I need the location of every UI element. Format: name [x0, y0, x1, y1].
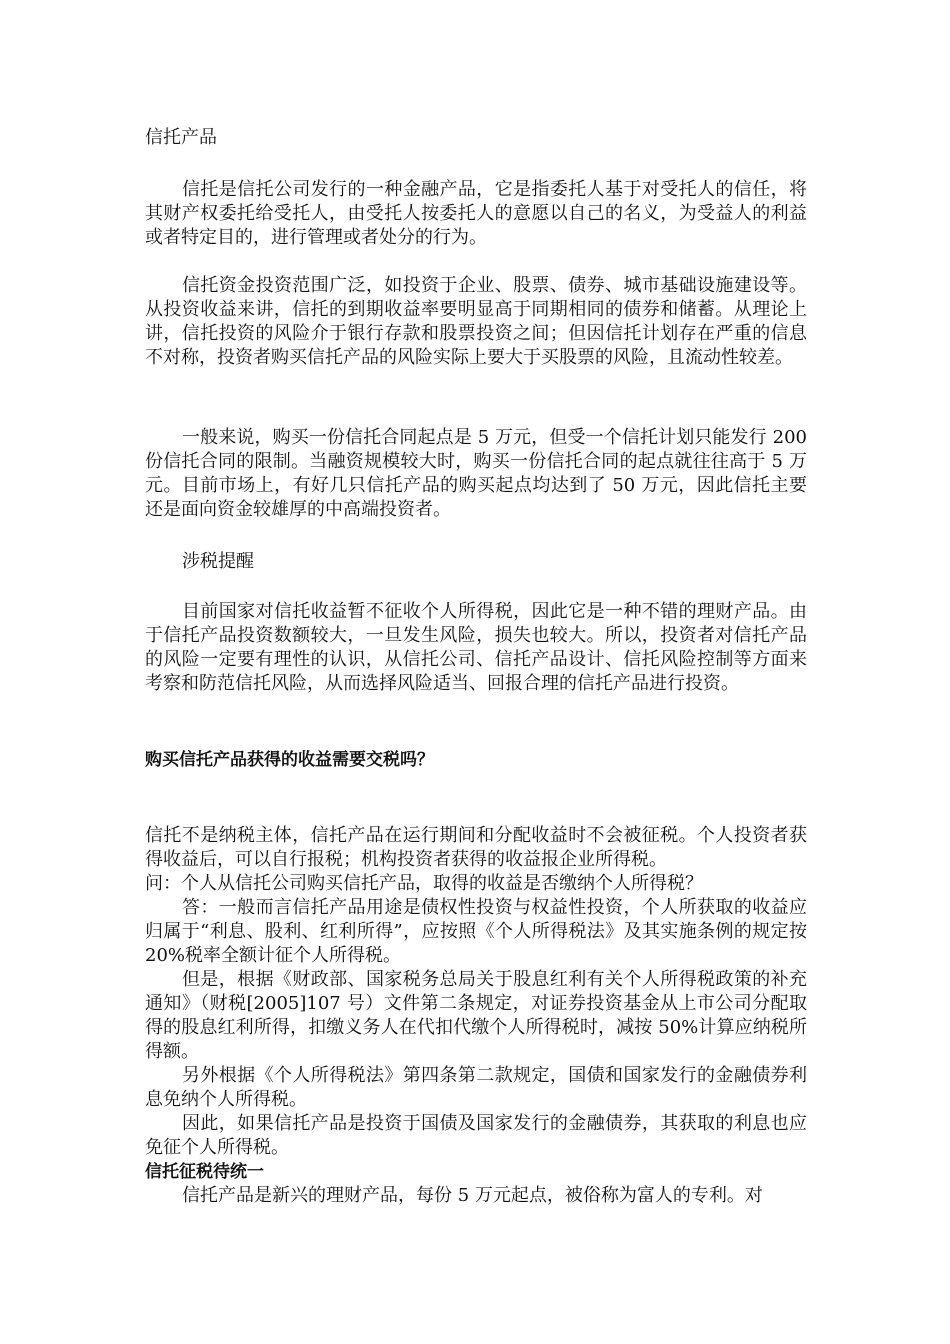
qa-section	[145, 824, 807, 1208]
paragraph-tax-reminder	[145, 600, 807, 696]
title-text: 信托产品	[145, 127, 217, 148]
question-heading	[145, 748, 807, 772]
section-heading: 信托征税待统一	[145, 1162, 264, 1182]
qa-answer: 答：一般而言信托产品用途是债权性投资与权益性投资，个人所获取的收益应归属于“利息、股利、红利所得”，应按照《个人所得税法》及其实施条例的规定按 20%税率全额计征个人所得税。	[145, 897, 807, 966]
paragraph-definition	[145, 178, 807, 250]
qa-paragraph: 因此，如果信托产品是投资于国债及国家发行的金融债券，其获取的利息也应免征个人所得税。	[145, 1113, 807, 1158]
paragraph-text: 信托是信托公司发行的一种金融产品，它是指委托人基于对受托人的信任，将其财产权委托给受托人，由受托人按委托人的意愿以自己的名义，为受益人的利益或者特定目的，进行管理或者处分的行为。	[145, 179, 807, 248]
question-heading-text: 购买信托产品获得的收益需要交税吗？	[145, 750, 434, 770]
paragraph-purchase-threshold	[145, 426, 807, 522]
answer-intro: 信托不是纳税主体，信托产品在运行期间和分配收益时不会被征税。个人投资者获得收益后，可以自行报税；机构投资者获得的收益报企业所得税。	[145, 825, 807, 870]
paragraph-text: 目前国家对信托收益暂不征收个人所得税，因此它是一种不错的理财产品。由于信托产品投资数额较大，一旦发生风险，损失也较大。所以，投资者对信托产品的风险一定要有理性的认识，从信托公司、信托产品设计、信托风险控制等方面来考察和防范信托风险，从而选择风险适当、回报合理的信托产品进行投资。	[145, 601, 807, 694]
subheading-text: 涉税提醒	[182, 551, 254, 572]
qa-question: 问：个人从信托公司购买信托产品，取得的收益是否缴纳个人所得税？	[145, 873, 703, 894]
subheading-tax-reminder	[145, 550, 807, 574]
paragraph-investment-scope	[145, 274, 807, 370]
qa-paragraph: 但是，根据《财政部、国家税务总局关于股息红利有关个人所得税政策的补充通知》（财税[2005]107 号）文件第二条规定，对证券投资基金从上市公司分配取得的股息红利所得，扣缴义务人在代扣代缴个人所得税时，减按 50%计算应纳税所得额。	[145, 969, 807, 1062]
document-title	[145, 126, 807, 150]
paragraph-text: 一般来说，购买一份信托合同起点是 5 万元，但受一个信托计划只能发行 200 份信托合同的限制。当融资规模较大时，购买一份信托合同的起点就往往高于 5 万元。目前市场上，有好几只信托产品的购买起点均达到了 50 万元，因此信托主要还是面向资金较雄厚的中高端投资者。	[145, 427, 807, 520]
section-paragraph: 信托产品是新兴的理财产品，每份 5 万元起点，被俗称为富人的专利。对	[182, 1185, 763, 1206]
qa-paragraph: 另外根据《个人所得税法》第四条第二款规定，国债和国家发行的金融债券利息免纳个人所得税。	[145, 1065, 807, 1110]
paragraph-text: 信托资金投资范围广泛，如投资于企业、股票、债券、城市基础设施建设等。从投资收益来讲，信托的到期收益率要明显高于同期相同的债券和储蓄。从理论上讲，信托投资的风险介于银行存款和股票投资之间；但因信托计划存在严重的信息不对称，投资者购买信托产品的风险实际上要大于买股票的风险，且流动性较差。	[145, 275, 807, 368]
